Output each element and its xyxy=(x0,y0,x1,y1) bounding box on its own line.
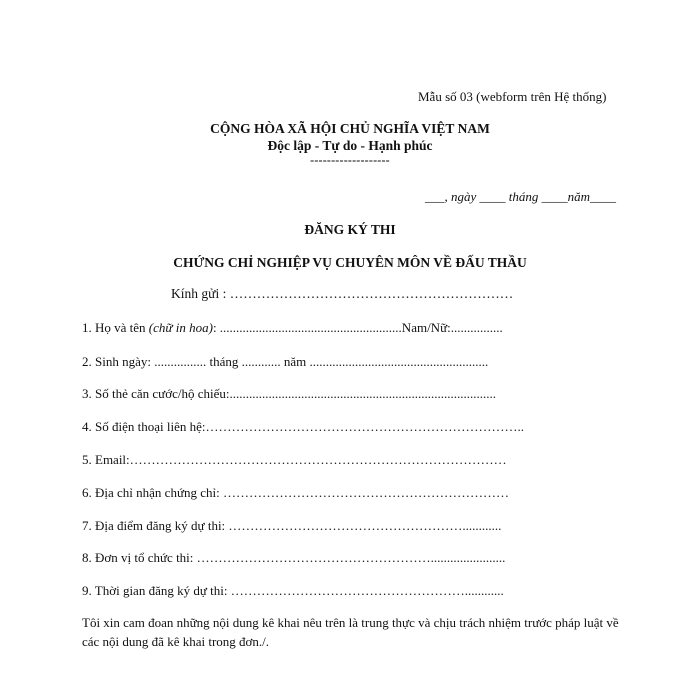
certificate-address-field[interactable]: 6. Địa chỉ nhận chứng chỉ: ………………………………………………………… xyxy=(82,485,509,500)
date-blank-place[interactable]: ___ xyxy=(424,189,445,204)
recipient-field[interactable]: Kính gửi : ……………………………………………………… xyxy=(171,286,514,301)
pledge-statement: Tôi xin cam đoan những nội dung kê khai nêu trên là trung thực và chịu trách nhiệm trước pháp luật về các nội dung đã kê khai trong đơn./. xyxy=(82,615,619,649)
full-name-label: 1. Họ và tên xyxy=(82,320,149,335)
email-field[interactable]: 5. Email:…………………………………………………………………………… xyxy=(82,452,507,467)
exam-organizer-field[interactable]: 8. Đơn vị tổ chức thi: ………………………………………………....................... xyxy=(82,550,506,565)
full-name-field[interactable] xyxy=(82,320,503,336)
date-blank-month[interactable]: ____ xyxy=(541,189,568,204)
form-code-label: Mẫu số 03 (webform trên Hệ thống) xyxy=(418,89,607,104)
date-month-label: tháng xyxy=(505,189,542,204)
national-title: CỘNG HÒA XÃ HỘI CHỦ NGHĨA VIỆT NAM xyxy=(210,121,490,136)
full-name-blank[interactable]: : ........................................................Nam/Nữ:................ xyxy=(212,320,503,335)
exam-time-field[interactable]: 9. Thời gian đăng ký dự thi: ………………………………………………............ xyxy=(82,583,504,598)
national-motto: Độc lập - Tự do - Hạnh phúc xyxy=(267,138,433,153)
date-blank-year[interactable]: ____ xyxy=(590,189,616,204)
date-line xyxy=(425,189,616,205)
document-title: ĐĂNG KÝ THI xyxy=(304,222,396,237)
date-year-label: năm xyxy=(567,189,590,204)
exam-location-field[interactable]: 7. Địa điểm đăng ký dự thi: ………………………………………………............ xyxy=(82,518,502,533)
header-separator: ------------------- xyxy=(310,153,390,167)
birth-date-field[interactable]: 2. Sinh ngày: ................ tháng ............ năm ....................................................... xyxy=(82,354,489,369)
full-name-hint: (chữ in hoa) xyxy=(148,320,213,335)
phone-field[interactable]: 4. Số điện thoại liên hệ:……………………………………………………………….. xyxy=(82,419,524,434)
date-blank-day[interactable]: ____ xyxy=(479,189,506,204)
date-day-label: , ngày xyxy=(444,189,480,204)
document-subtitle: CHỨNG CHỈ NGHIỆP VỤ CHUYÊN MÔN VỀ ĐẤU THẦU xyxy=(173,255,527,270)
id-card-field[interactable]: 3. Số thẻ căn cước/hộ chiếu:.................................................................................. xyxy=(82,386,496,401)
